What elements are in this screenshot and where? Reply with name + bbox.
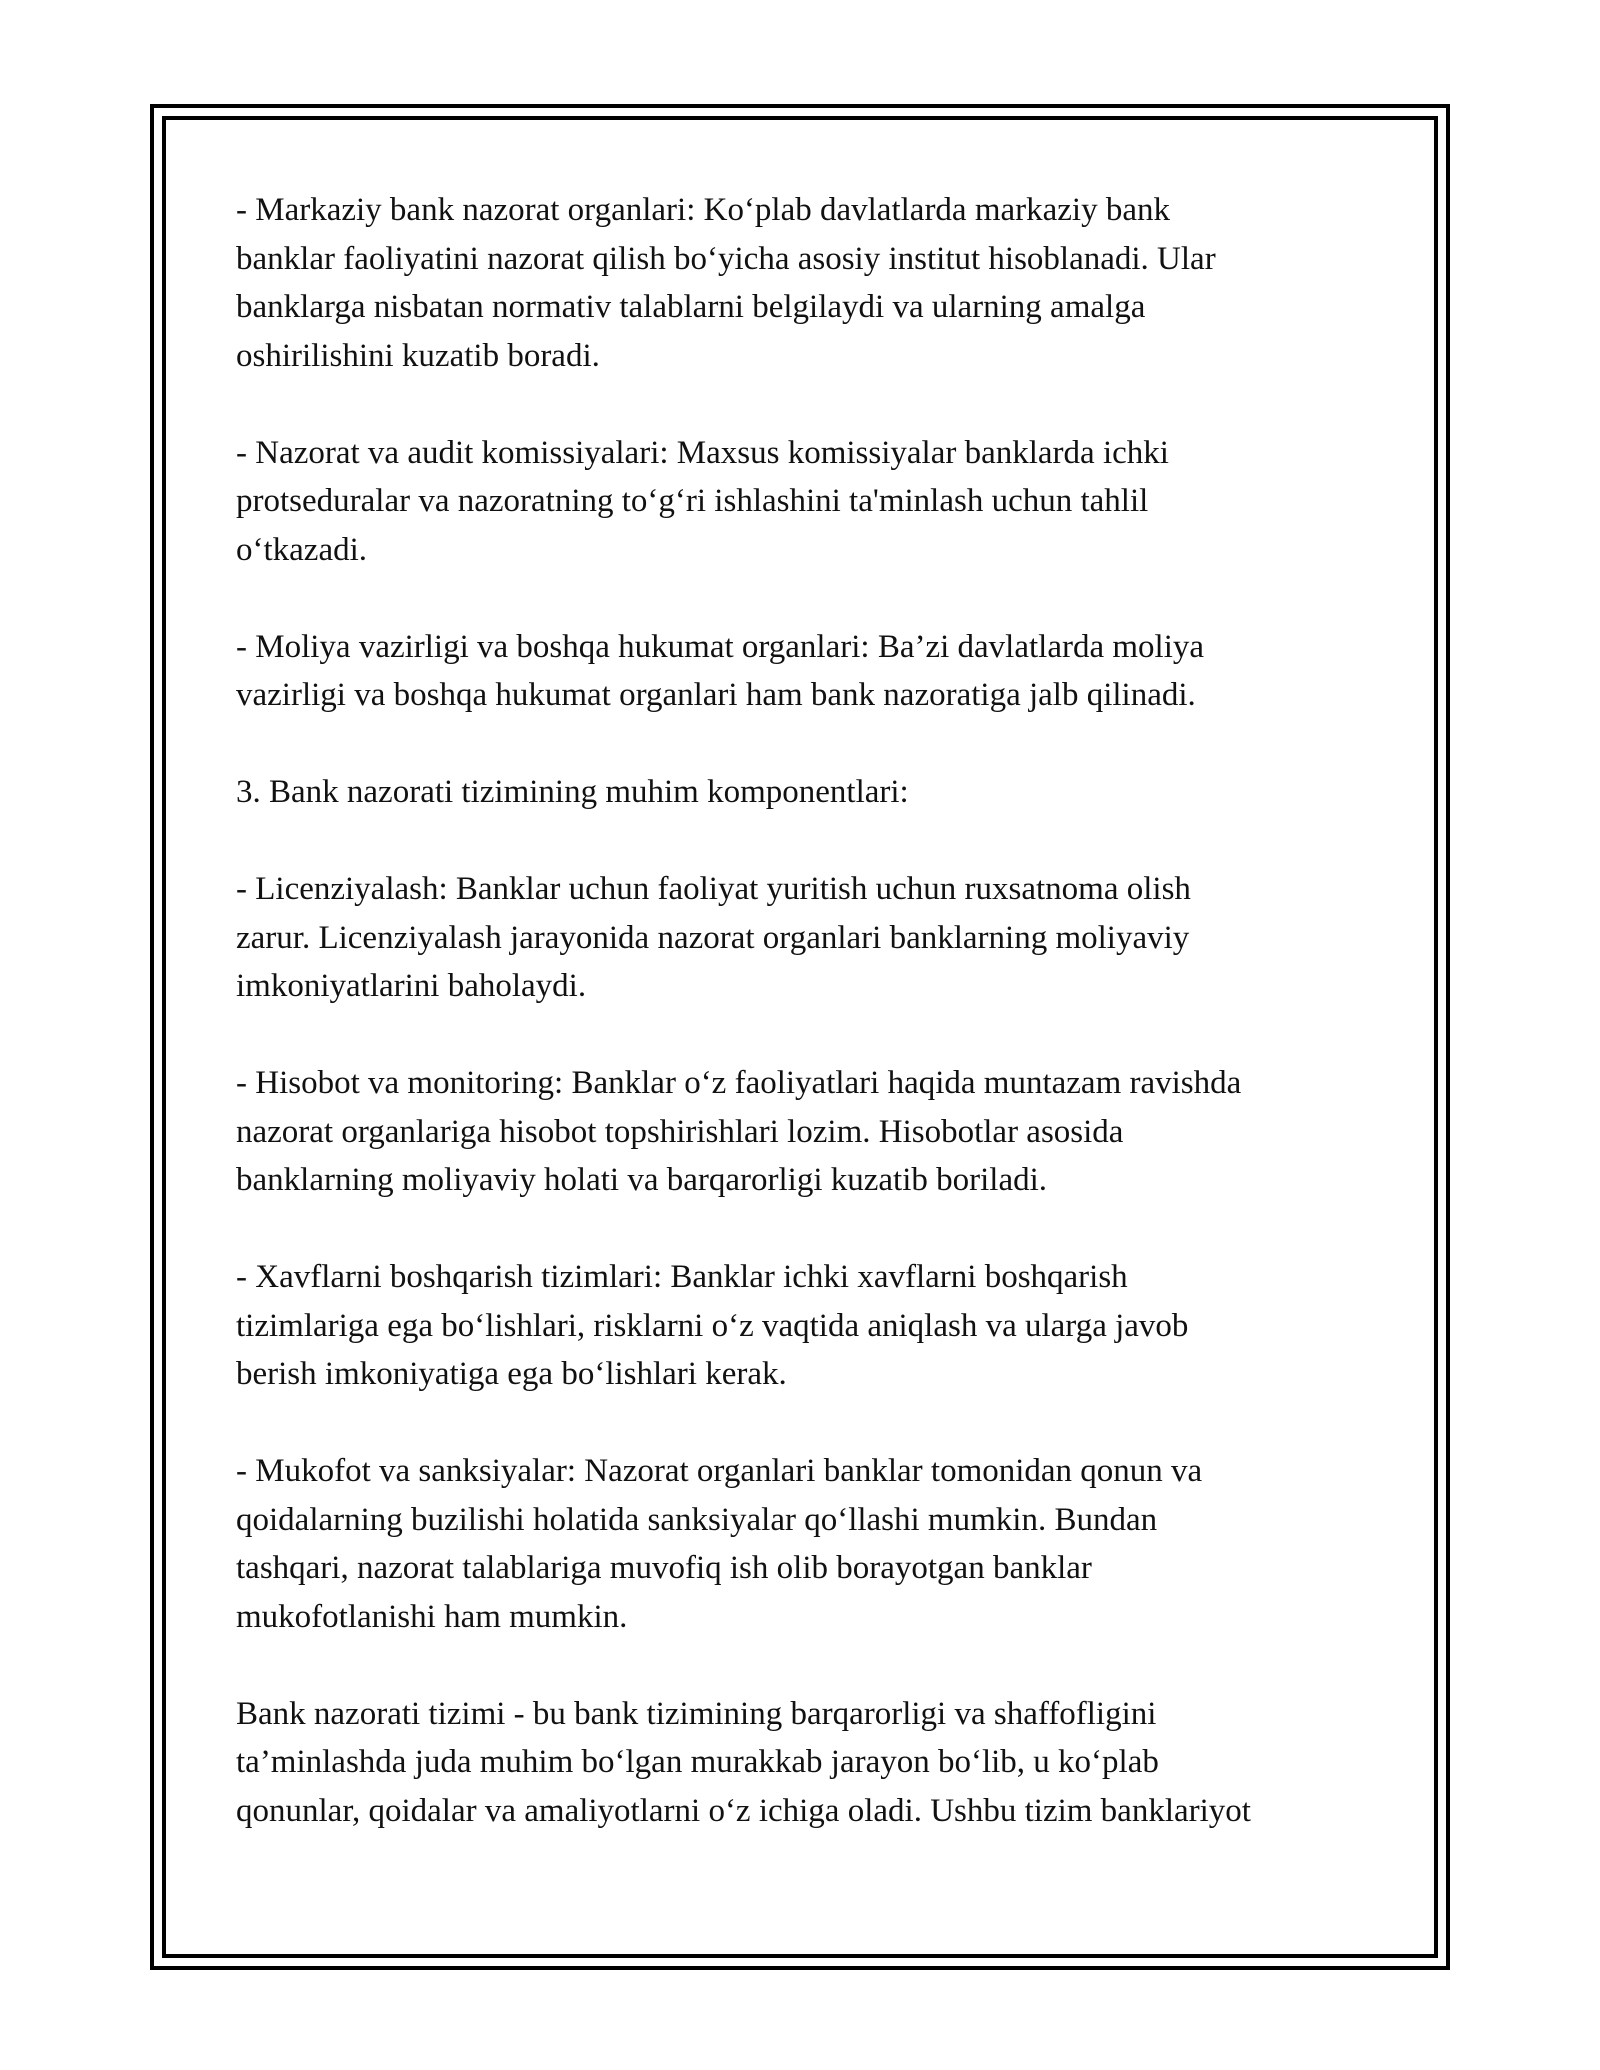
paragraph-reporting-monitoring: - Hisobot va monitoring: Banklar oʻz faoliyatlari haqida muntazam ravishda nazorat organlariga hisobot topshirishlari lozim. Hisobotlar asosida banklarning moliyaviy holati va barqarorligi kuzatib boriladi. (236, 1065, 1242, 1198)
section-heading-components: 3. Bank nazorati tizimining muhim komponentlari: (236, 774, 909, 810)
paragraph-conclusion: Bank nazorati tizimi - bu bank tizimining barqarorligi va shaffofligini ta’minlashda juda muhim boʻlgan murakkab jarayon boʻlib, u koʻplab qonunlar, qoidalar va amaliyotlarni oʻz ichiga oladi. Ushbu tizim banklariyot (236, 1695, 1251, 1829)
paragraph-audit-commissions: - Nazorat va audit komissiyalari: Maxsus komissiyalar banklarda ichki protseduralar va nazoratning toʻgʻri ishlashini ta'minlash uchun tahlil oʻtkazadi. (236, 434, 1169, 568)
paragraph-risk-management: - Xavflarni boshqarish tizimlari: Banklar ichki xavflarni boshqarish tizimlariga ega boʻlishlari, risklarni oʻz vaqtida aniqlash va ularga javob berish imkoniyatiga ega boʻlishlari kerak. (236, 1259, 1189, 1392)
paragraph-licensing: - Licenziyalash: Banklar uchun faoliyat yuritish uchun ruxsatnoma olish zarur. Licenziyalash jarayonida nazorat organlari banklarning moliyaviy imkoniyatlarini baholaydi. (236, 871, 1191, 1004)
paragraph-rewards-sanctions: - Mukofot va sanksiyalar: Nazorat organlari banklar tomonidan qonun va qoidalarning buzilishi holatida sanksiyalar qoʻllashi mumkin. Bundan tashqari, nazorat talablariga muvofiq ish olib borayotgan banklar mukofotlanishi ham mumkin. (236, 1453, 1203, 1635)
document-body (236, 186, 1386, 1835)
paragraph-central-bank: - Markaziy bank nazorat organlari: Koʻplab davlatlarda markaziy bank banklar faoliyatini nazorat qilish boʻyicha asosiy institut hisoblanadi. Ular banklarga nisbatan normativ talablarni belgilaydi va ularning amalga oshirilishini kuzatib boradi. (236, 192, 1216, 374)
paragraph-ministry-of-finance: - Moliya vazirligi va boshqa hukumat organlari: Ba’zi davlatlarda moliya vazirligi va boshqa hukumat organlari ham bank nazoratiga jalb qilinadi. (236, 628, 1205, 713)
